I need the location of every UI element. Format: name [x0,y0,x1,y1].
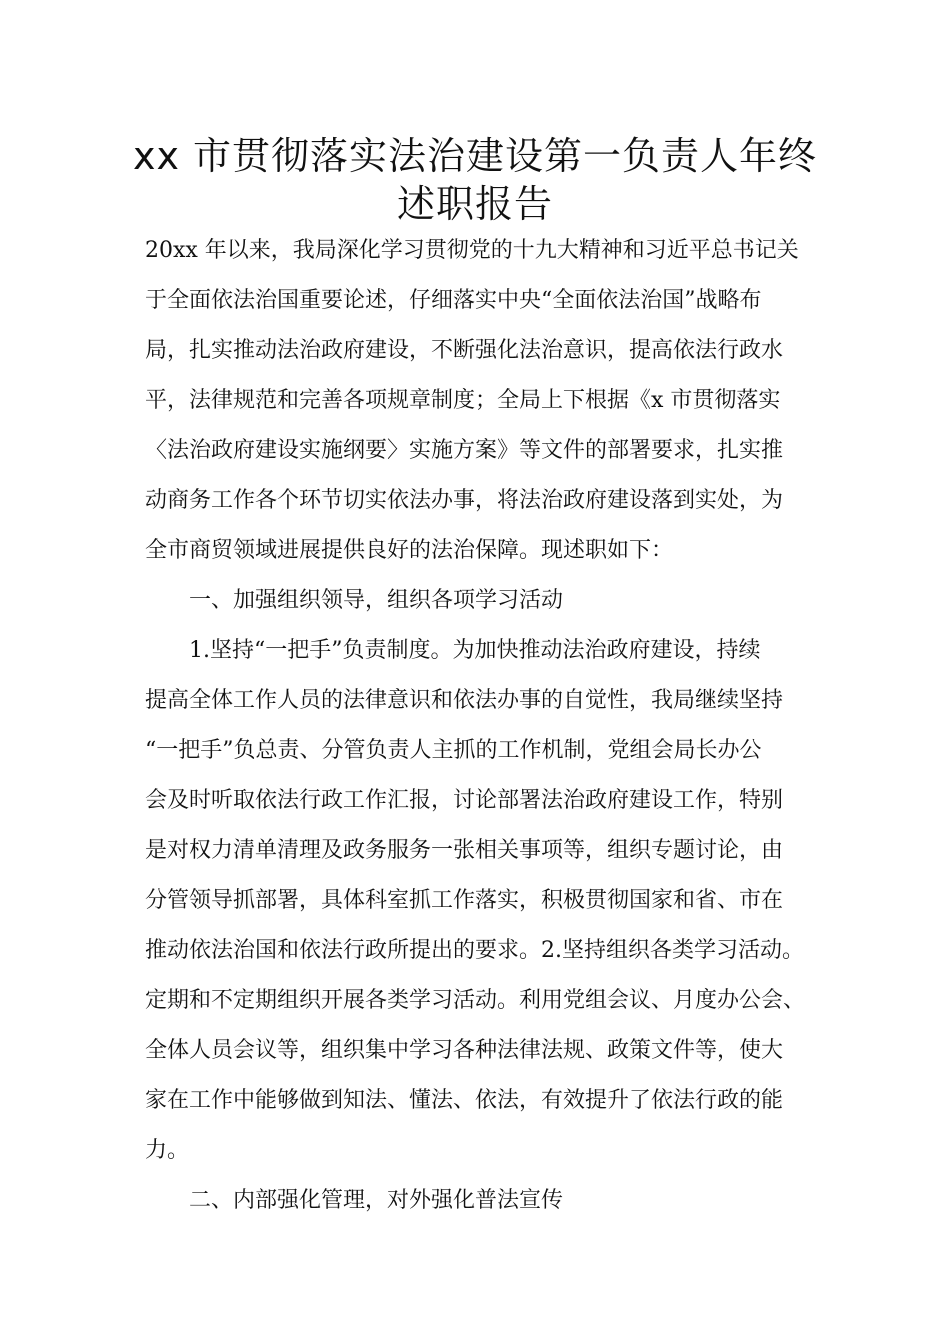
document-title-line-1: xx 市贯彻落实法治建设第一负责人年终 [132,134,818,178]
body-text-line: “一把手”负总责、分管负责人主抓的工作机制，党组会局长办公 [145,738,762,763]
body-text-line: 20xx 年以来，我局深化学习贯彻党的十九大精神和习近平总书记关 [145,238,799,263]
body-text-line: 1.坚持“一把手”负责制度。为加快推动法治政府建设，持续 [189,638,761,663]
body-text-line: 全体人员会议等，组织集中学习各种法律法规、政策文件等，使大 [145,1038,784,1063]
body-text-line: 是对权力清单清理及政务服务一张相关事项等，组织专题讨论，由 [145,838,784,863]
section-heading: 一、加强组织领导，组织各项学习活动 [189,588,564,613]
document-title-line-2: 述职报告 [396,182,553,226]
body-text-line: 推动依法治国和依法行政所提出的要求。2.坚持组织各类学习活动。 [145,938,804,963]
body-text-line: 提高全体工作人员的法律意识和依法办事的自觉性，我局继续坚持 [145,688,784,713]
body-text-line: 〈法治政府建设实施纲要〉实施方案》等文件的部署要求，扎实推 [145,438,784,463]
body-text-line: 平，法律规范和完善各项规章制度；全局上下根据《x 市贯彻落实 [145,388,781,413]
body-text-line: 力。 [145,1138,190,1163]
body-text-line: 动商务工作各个环节切实依法办事，将法治政府建设落到实处，为 [145,488,784,513]
body-text-line: 全市商贸领域进展提供良好的法治保障。现述职如下： [145,538,674,563]
body-text-line: 分管领导抓部署，具体科室抓工作落实，积极贯彻国家和省、市在 [145,888,784,913]
body-text-line: 会及时听取依法行政工作汇报，讨论部署法治政府建设工作，特别 [145,788,784,813]
body-text-line: 家在工作中能够做到知法、懂法、依法，有效提升了依法行政的能 [145,1088,784,1113]
body-text-line: 局，扎实推动法治政府建设，不断强化法治意识，提高依法行政水 [145,338,784,363]
section-heading: 二、内部强化管理，对外强化普法宣传 [189,1188,564,1213]
body-text-line: 定期和不定期组织开展各类学习活动。利用党组会议、月度办公会、 [145,988,806,1013]
body-text-line: 于全面依法治国重要论述，仔细落实中央“全面依法治国”战略布 [145,288,762,313]
